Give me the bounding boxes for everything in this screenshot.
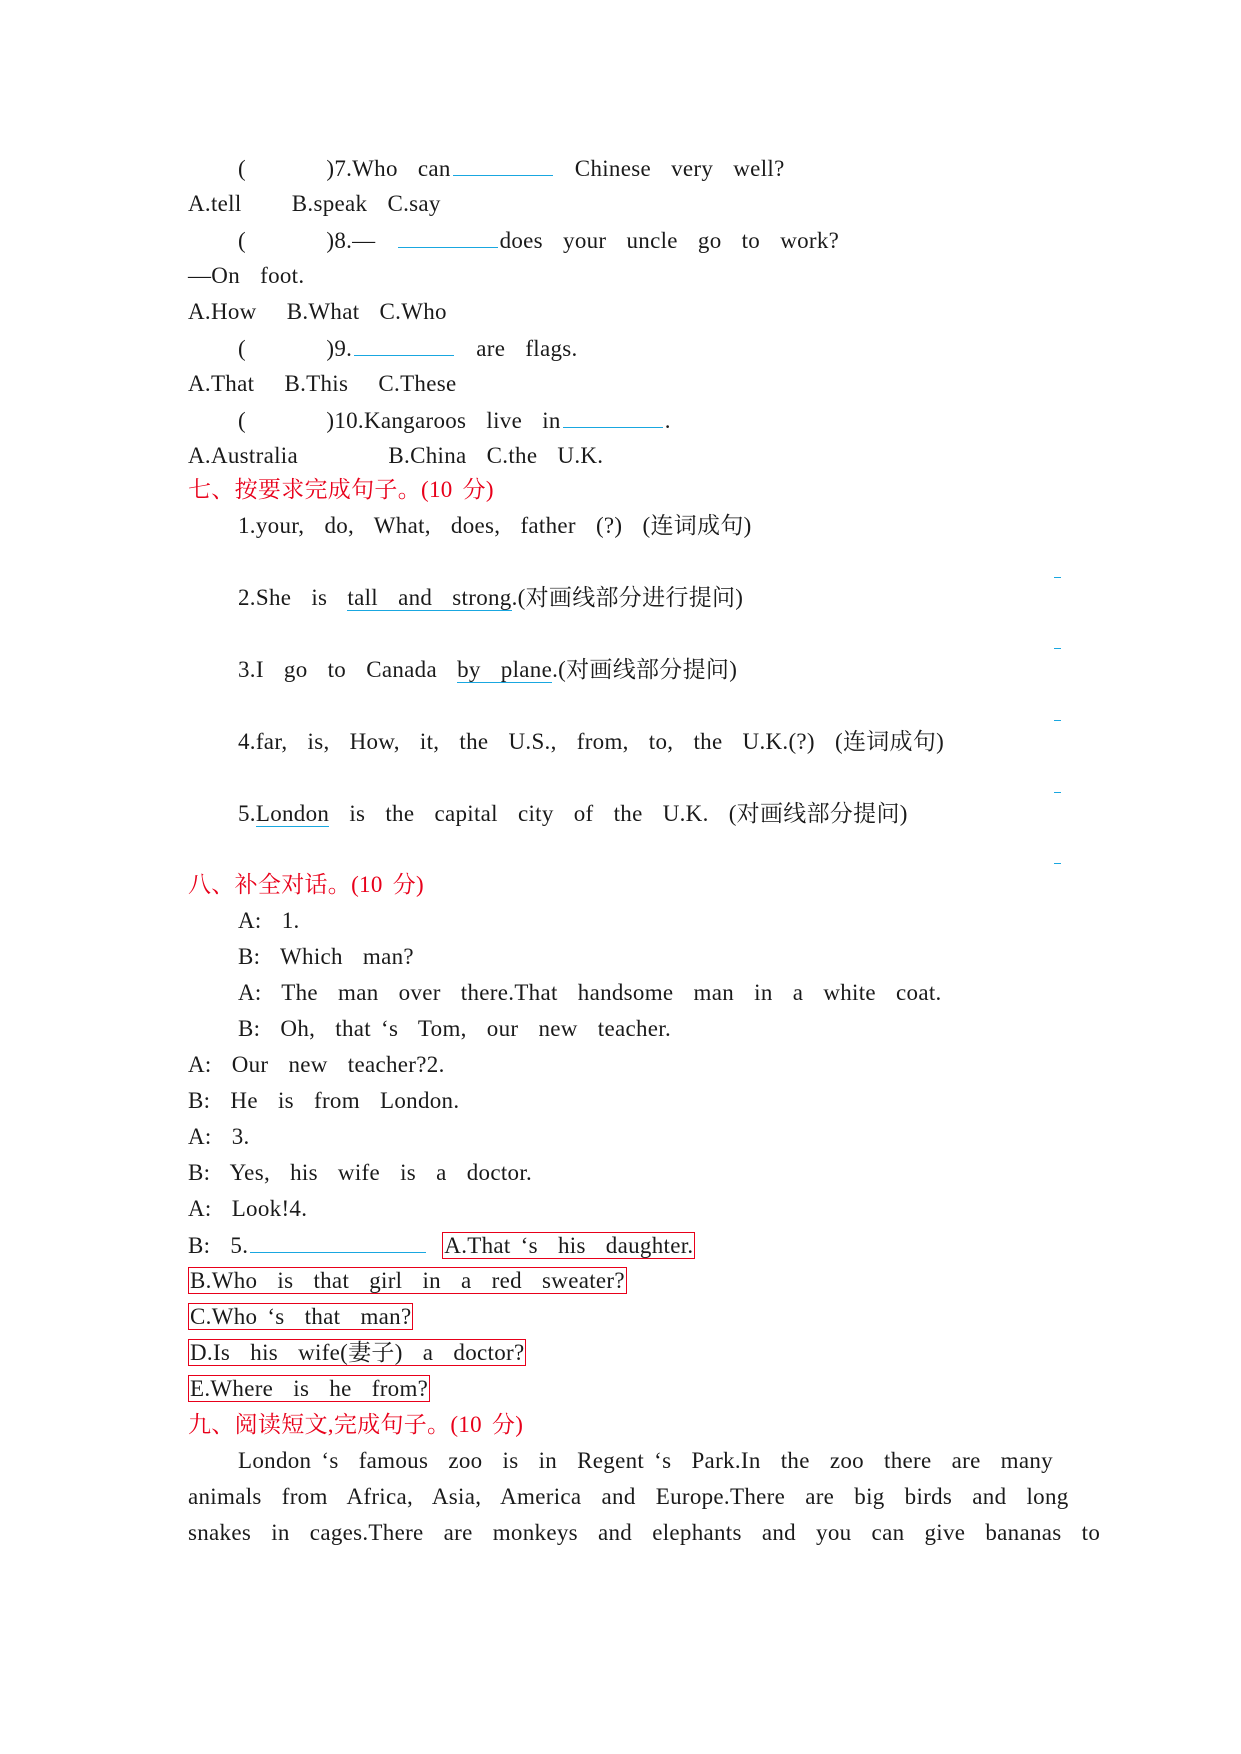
s7-s3-pre: 3.I go to Canada <box>238 657 458 682</box>
dialogue-line: A: Our new teacher?2. <box>188 1052 445 1077</box>
q8-blank[interactable] <box>398 225 498 248</box>
q9-stem: ( )9. <box>238 336 353 361</box>
s7-s5-pre: 5. <box>238 801 256 826</box>
passage-line: London ‘s famous zoo is in Regent ‘s Park.In the zoo there are many <box>238 1448 1053 1473</box>
dialogue-line: B: Yes, his wife is a doctor. <box>188 1160 533 1185</box>
q9-blank[interactable] <box>354 333 454 356</box>
option-a-box: A.That ‘s his daughter. <box>444 1233 694 1258</box>
q7-options: A.tell B.speak C.say <box>188 191 441 216</box>
s7-sentence-1: 1.your, do, What, does, father (?) (连词成句) <box>238 513 752 538</box>
answer-line-mark <box>1054 720 1061 721</box>
section-8-title: 八、补全对话。(10 分) <box>188 872 424 897</box>
s7-s5-underlined: London <box>255 801 330 826</box>
s7-s3-underlined: by plane <box>457 657 553 682</box>
dialogue-line: A: The man over there.That handsome man in a white coat. <box>238 980 942 1005</box>
s7-s2-pre: 2.She is <box>238 585 348 610</box>
option-c-line <box>188 1302 413 1332</box>
question-10 <box>238 405 671 436</box>
dialogue-line-5 <box>188 1230 695 1261</box>
dialogue-5-blank[interactable] <box>250 1230 426 1253</box>
answer-line-mark <box>1054 863 1061 864</box>
answer-line-mark <box>1054 648 1061 649</box>
q8-answer: —On foot. <box>188 263 305 288</box>
answer-line-mark <box>1054 792 1061 793</box>
dialogue-line: B: Which man? <box>238 944 414 969</box>
passage-line: snakes in cages.There are monkeys and elephants and you can give bananas to <box>188 1520 1101 1545</box>
s7-sentence-3 <box>238 655 737 685</box>
dialogue-line: B: Oh, that ‘s Tom, our new teacher. <box>238 1016 672 1041</box>
q8-options: A.How B.What C.Who <box>188 299 447 324</box>
s7-s2-post: .(对画线部分进行提问) <box>511 585 744 610</box>
passage-line: animals from Africa, Asia, America and Europe.There are big birds and long <box>188 1484 1069 1509</box>
q9-options: A.That B.This C.These <box>188 371 457 396</box>
dialogue-line: A: 1. <box>238 908 300 933</box>
q8-stem-end: does your uncle go to work? <box>499 228 840 253</box>
s7-s5-post: is the capital city of the U.K. (对画线部分提问) <box>329 801 908 826</box>
dialogue-line: B: He is from London. <box>188 1088 460 1113</box>
option-d-box: D.Is his wife(妻子) a doctor? <box>190 1340 525 1365</box>
q10-stem: ( )10.Kangaroos live in <box>238 408 561 433</box>
question-9 <box>238 333 578 364</box>
dialogue-line: A: Look!4. <box>188 1196 308 1221</box>
section-9-title: 九、阅读短文,完成句子。(10 分) <box>188 1412 524 1437</box>
s7-s2-underlined: tall and strong <box>347 585 512 610</box>
q7-stem-end: Chinese very well? <box>554 156 785 181</box>
option-c-box: C.Who ‘s that man? <box>190 1304 412 1329</box>
option-e-box: E.Where is he from? <box>190 1376 429 1401</box>
dialogue-5-label: B: 5. <box>188 1233 249 1258</box>
q9-stem-end: are flags. <box>456 336 578 361</box>
option-b-line <box>188 1266 627 1296</box>
option-e-line <box>188 1374 430 1404</box>
s7-sentence-5 <box>238 799 908 829</box>
q10-blank[interactable] <box>563 405 663 428</box>
q7-stem: ( )7.Who can <box>238 156 451 181</box>
section-7-title: 七、按要求完成句子。(10 分) <box>188 477 494 502</box>
option-b-box: B.Who is that girl in a red sweater? <box>190 1268 625 1293</box>
question-8 <box>238 225 839 256</box>
answer-line-mark <box>1054 577 1061 578</box>
s7-sentence-4: 4.far, is, How, it, the U.S., from, to, the U.K.(?) (连词成句) <box>238 729 945 754</box>
s7-s3-post: .(对画线部分提问) <box>552 657 738 682</box>
dialogue-line: A: 3. <box>188 1124 250 1149</box>
q10-options: A.Australia B.China C.the U.K. <box>188 443 604 468</box>
q7-blank[interactable] <box>453 153 553 176</box>
s7-sentence-2 <box>238 583 743 613</box>
q8-stem: ( )8.— <box>238 228 396 253</box>
q10-stem-end: . <box>664 408 671 433</box>
question-7 <box>238 153 785 184</box>
option-d-line <box>188 1338 526 1368</box>
